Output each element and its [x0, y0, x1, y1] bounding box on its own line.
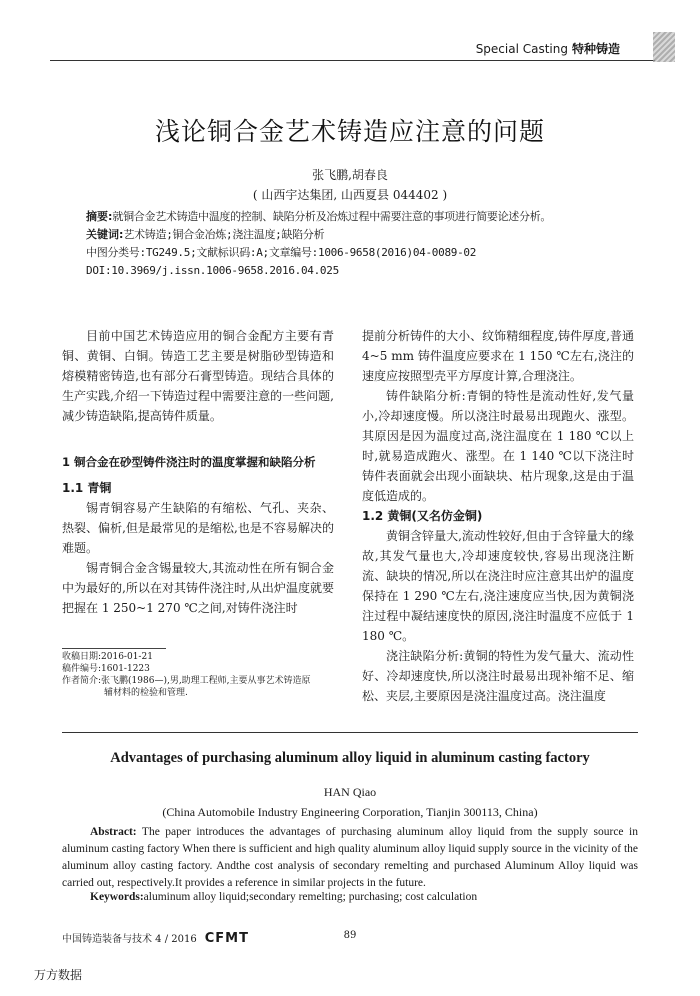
english-keywords-text: aluminum alloy liquid;secondary remelting; purchasing; cost calculation	[143, 891, 478, 903]
paragraph: 提前分析铸件的大小、纹饰精细程度,铸件厚度,普通 4~5 mm 铸件温度应要求在 1 150 ℃左右,浇注的速度应按照型壳平方厚度计算,合理浇注。	[362, 329, 634, 383]
author-bio: 作者简介:张飞鹏(1986—),男,助理工程师,主要从事艺术铸造原	[62, 676, 311, 686]
paragraph: 锡青铜容易产生缺陷的有缩松、气孔、夹杂、热裂、偏析,但是最常见的是缩松,也是不容易解决的难题。	[62, 501, 334, 555]
footnote-rule	[62, 648, 166, 649]
journal-name	[476, 40, 620, 57]
abstract-label: 摘要:	[86, 210, 113, 223]
footnote	[62, 651, 342, 699]
running-header	[50, 30, 650, 70]
journal-name-cn: 特种铸造	[571, 42, 620, 56]
section-separator	[62, 732, 638, 733]
footer-journal: 中国铸造装备与技术 4 / 2016	[62, 934, 197, 945]
paragraph: 铸件缺陷分析:青铜的特性是流动性好,发气量小,冷却速度慢。所以浇注时最易出现跑火、涨型。其原因是因为温度过高,浇注温度在 1 180 ℃以上时,就易造成跑火、涨型。在 1 140 ℃以下浇注时铸件表面就会出现小面缺块、枯片现象,这是由于温度低造成的。	[362, 389, 634, 503]
english-keywords	[90, 891, 640, 903]
journal-name-en: Special Casting	[475, 42, 568, 56]
paragraph: 锡青铜合金含锡量较大,其流动性在所有铜合金中为最好的,所以在对其铸件浇注时,从出炉温度就要把握在 1 250~1 270 ℃之间,对铸件浇注时	[62, 561, 334, 615]
english-title: Advantages of purchasing aluminum alloy liquid in aluminum casting factory	[110, 750, 590, 766]
paragraph: 黄铜含锌量大,流动性较好,但由于含锌量大的缘故,其发气量也大,冷却速度较快,容易出现浇注断流、缺块的情况,所以在浇注时应注意其出炉的温度保持在 1 290 ℃左右,浇注速度应当快,因为黄铜浇注过程中凝结速度快的原因,浇注时温度不应低于 1 180 ℃。	[362, 529, 634, 643]
subsection-1-2-heading: 1.2 黄铜(又名仿金铜)	[362, 509, 483, 523]
received-date: 收稿日期:2016-01-21	[62, 652, 153, 662]
left-column	[62, 326, 334, 618]
english-keywords-label: Keywords:	[90, 891, 144, 903]
keywords-label: 关键词:	[86, 228, 124, 241]
keywords	[86, 226, 646, 244]
header-decoration	[653, 32, 675, 62]
article-title: 浅论铜合金艺术铸造应注意的问题	[154, 117, 545, 146]
abstract-text: 就铜合金艺术铸造中温度的控制、缺陷分析及冶炼过程中需要注意的事项进行简要论述分析。	[112, 210, 552, 223]
english-affiliation: (China Automobile Industry Engineering Corporation, Tianjin 300113, China)	[162, 805, 538, 819]
paragraph: 浇注缺陷分析:黄铜的特性为发气量大、流动性好、冷却速度快,所以浇注时最易出现补缩不足、缩松、夹层,主要原因是浇注温度过高。浇注温度	[362, 649, 634, 703]
doi: DOI:10.3969/j.issn.1006-9658.2016.04.025	[86, 264, 339, 277]
abstract	[86, 208, 646, 226]
manuscript-number: 稿件编号:1601-1223	[62, 664, 150, 674]
page-footer	[62, 930, 362, 946]
english-abstract-text: The paper introduces the advantages of purchasing aluminum alloy liquid from the supply source in aluminum casting factory When there is sufficient and high quality aluminum alloy liquid supply source in the vicinity of the aluminum alloy casting factory. Andthe cost analysis of secondary remelting and purchased Aluminum Alloy liquid was carried out, respectively.It provides a reference in similar projects in the future.	[62, 826, 638, 889]
authors: 张飞鹏,胡春良	[312, 168, 388, 182]
header-rule	[50, 60, 655, 61]
keywords-text: 艺术铸造;铜合金冶炼;浇注温度;缺陷分析	[123, 228, 325, 241]
section-1-heading: 1 铜合金在砂型铸件浇注时的温度掌握和缺陷分析	[62, 455, 316, 469]
page-number: 89	[343, 930, 357, 941]
english-abstract-label: Abstract:	[90, 826, 137, 838]
right-column	[362, 326, 634, 706]
english-author: HAN Qiao	[323, 785, 377, 799]
author-bio-continued: 辅材料的检验和管理.	[104, 688, 188, 698]
intro-paragraph: 目前中国艺术铸造应用的铜合金配方主要有青铜、黄铜、白铜。铸造工艺主要是树脂砂型铸造和熔模精密铸造,也有部分石膏型铸造。现结合具体的生产实践,介绍一下铸造过程中需要注意的一些问题,减少铸造缺陷,提高铸件质量。	[62, 329, 334, 423]
affiliation: ( 山西宇达集团, 山西夏县 044402 )	[252, 188, 448, 202]
classification: 中图分类号:TG249.5;文献标识码:A;文章编号:1006-9658(2016)04-0089-02	[86, 246, 477, 259]
subsection-1-1-heading: 1.1 青铜	[62, 481, 112, 495]
english-abstract	[62, 824, 638, 892]
watermark: 万方数据	[34, 968, 83, 982]
cfmt-logo: CFMT	[204, 931, 249, 946]
